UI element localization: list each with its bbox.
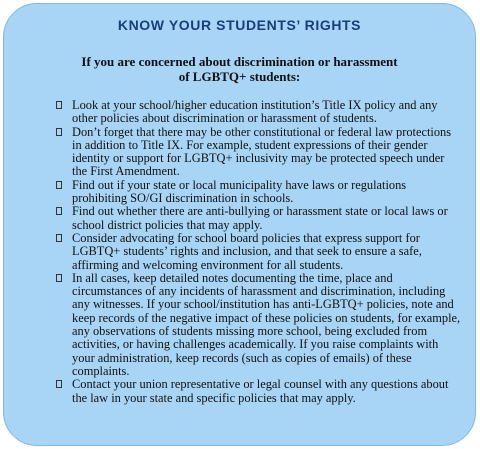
card-title: KNOW YOUR STUDENTS’ RIGHTS bbox=[117, 17, 362, 33]
list-item-text: Contact your union representative or legal counsel with any questions about the law in your state and specific policies that may apply. bbox=[72, 377, 449, 405]
subtitle-line-2: of LGBTQ+ students: bbox=[178, 69, 301, 84]
list-item-text: Find out whether there are anti-bullying or harassment state or local laws or school district policies that may apply. bbox=[72, 204, 448, 232]
list-item bbox=[56, 378, 461, 405]
list-item bbox=[56, 126, 461, 179]
checkbox-bullet-icon bbox=[56, 274, 62, 282]
checkbox-bullet-icon bbox=[56, 181, 62, 189]
list-item bbox=[56, 205, 461, 232]
list-item-text: Don’t forget that there may be other constitutional or federal law protections in addition to Title IX. For example, student expressions of their gender identity or support for LGBTQ+ inclusivity may be protected speech under the First Amendment. bbox=[72, 124, 452, 179]
rights-list bbox=[56, 99, 461, 405]
list-item bbox=[56, 232, 461, 272]
card-subtitle bbox=[4, 54, 475, 84]
list-item bbox=[56, 272, 461, 378]
subtitle-line-1: If you are concerned about discrimination or harassment bbox=[81, 54, 398, 69]
checkbox-bullet-icon bbox=[56, 101, 62, 109]
checkbox-bullet-icon bbox=[56, 234, 62, 242]
checkbox-bullet-icon bbox=[56, 207, 62, 215]
checkbox-bullet-icon bbox=[56, 128, 62, 136]
list-item-text: Find out if your state or local municipality have laws or regulations prohibiting SO/GI discrimination in schools. bbox=[72, 177, 407, 206]
list-item-text: In all cases, keep detailed notes documenting the time, place and circumstances of any incidents of harassment and discrimination, including any witnesses. If your school/institution has anti-LGBTQ+ policies, note and keep records of the negative impact of these policies on students, for example, any observations of students missing more school, being excluded from activities, or having challenges academically. If you raise complaints with your administration, keep records (such as copies of emails) of these complaints. bbox=[72, 270, 461, 378]
checkbox-bullet-icon bbox=[56, 380, 62, 388]
list-item bbox=[56, 179, 461, 206]
list-item bbox=[56, 99, 461, 126]
rights-card bbox=[3, 3, 476, 446]
list-item-text: Consider advocating for school board policies that express support for LGBTQ+ students’ rights and inclusion, and that seek to ensure a safe, affirming and welcoming environment for all students. bbox=[72, 230, 422, 272]
list-item-text: Look at your school/higher education institution’s Title IX policy and any other policies about discrimination or harassment of students. bbox=[72, 98, 438, 126]
